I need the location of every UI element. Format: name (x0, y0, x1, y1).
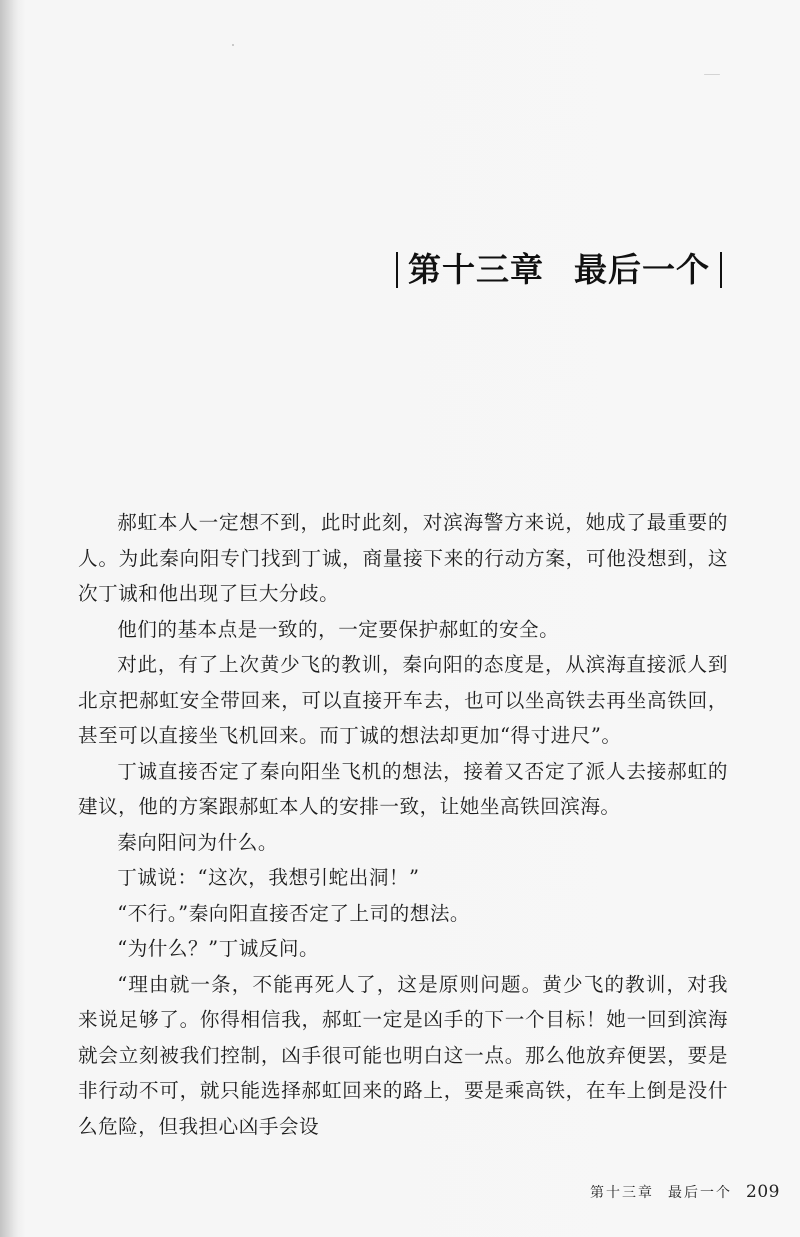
paragraph: “理由就一条，不能再死人了，这是原则问题。黄少飞的教训，对我来说足够了。你得相信我，郝虹一定是凶手的下一个目标！她一回到滨海就会立刻被我们控制，凶手很可能也明白这一点。那么他放弃便罢，要是非行动不可，就只能选择郝虹回来的路上，要是乘高铁，在车上倒是没什么危险，但我担心凶手会设 (78, 972, 728, 1138)
paragraph: “为什么？”丁诚反问。 (117, 937, 320, 960)
heading-right-bar (720, 252, 722, 288)
paragraph: 郝虹本人一定想不到，此时此刻，对滨海警方来说，她成了最重要的人。为此秦向阳专门找到丁诚，商量接下来的行动方案，可他没想到，这次丁诚和他出现了巨大分歧。 (78, 511, 728, 605)
paragraph: 丁诚说：“这次，我想引蛇出洞！” (117, 866, 420, 889)
paragraph: 对此，有了上次黄少飞的教训，秦向阳的态度是，从滨海直接派人到北京把郝虹安全带回来，可以直接开车去，也可以坐高铁去再坐高铁回，甚至可以直接坐飞机回来。而丁诚的想法却更加“得寸进尺”。 (78, 653, 728, 747)
paragraph: 丁诚直接否定了秦向阳坐飞机的想法，接着又否定了派人去接郝虹的建议，他的方案跟郝虹本人的安排一致，让她坐高铁回滨海。 (78, 759, 728, 818)
paper-speck (232, 44, 234, 46)
chapter-title: 最后一个 (574, 250, 710, 289)
paragraph: 他们的基本点是一致的，一定要保护郝虹的安全。 (117, 617, 560, 641)
spine-shadow (0, 0, 18, 1237)
chapter-number: 第十三章 (408, 250, 544, 289)
paper-speck (704, 74, 720, 75)
chapter-body (78, 505, 728, 1144)
running-head-title: 最后一个 (668, 1185, 733, 1201)
running-head (590, 1185, 732, 1201)
paragraph: 秦向阳问为什么。 (117, 830, 278, 854)
running-head-chapter: 第十三章 (590, 1185, 655, 1201)
paragraph: “不行。”秦向阳直接否定了上司的想法。 (117, 901, 471, 925)
heading-left-bar (396, 252, 398, 288)
chapter-heading (386, 250, 732, 290)
page-footer (590, 1182, 780, 1202)
page-number: 209 (746, 1182, 780, 1202)
